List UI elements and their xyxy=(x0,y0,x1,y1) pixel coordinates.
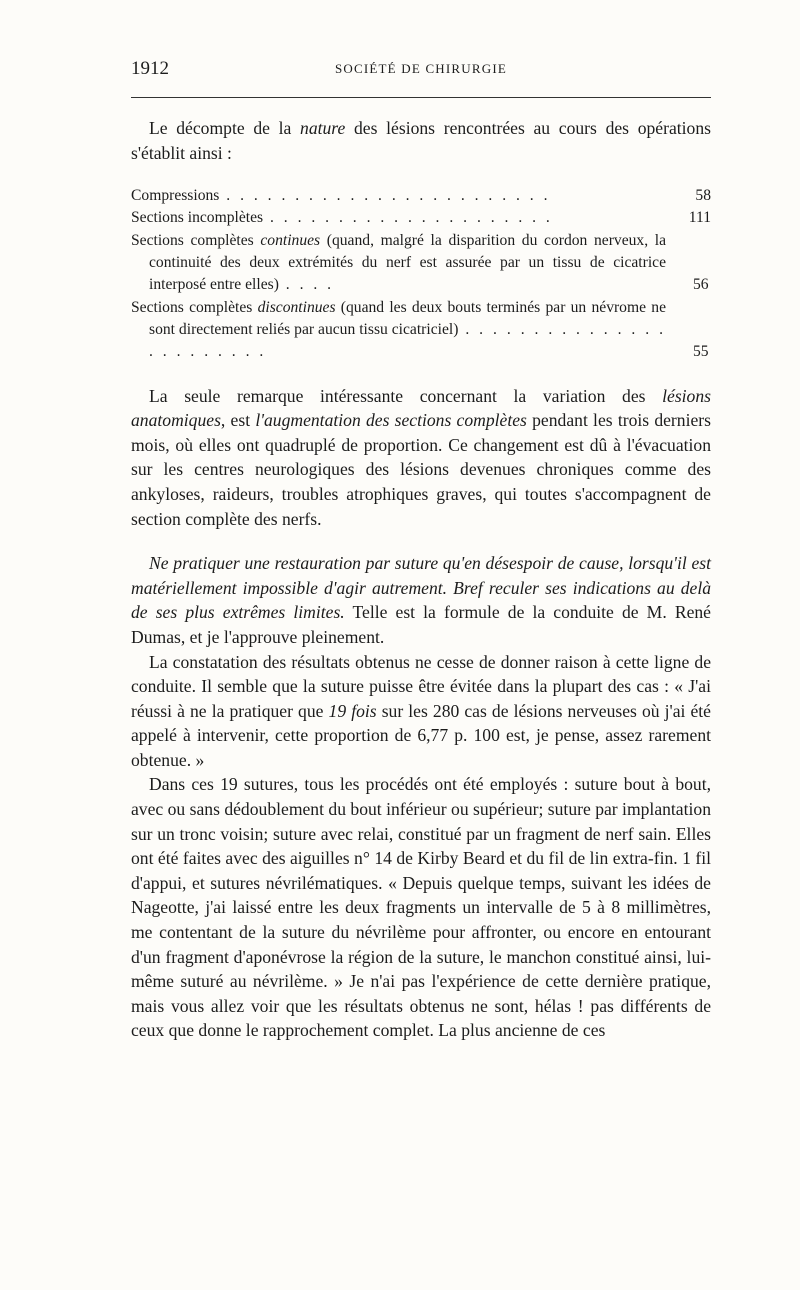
header-rule xyxy=(131,97,711,98)
results-paragraph xyxy=(131,650,711,773)
page-number: 1912 xyxy=(131,58,169,79)
lesion-list xyxy=(131,185,711,363)
lesion-label: Sections complètes xyxy=(131,231,261,249)
spacer xyxy=(131,165,711,185)
results-italic: 19 fois xyxy=(328,700,377,721)
lesion-label: Sections complètes xyxy=(131,298,258,316)
leader-dots: . . . . . . . . . . . . . . . . . . . . . . . . xyxy=(149,320,666,361)
principle-paragraph xyxy=(131,551,711,649)
remark-italic-2: l'augmentation des sections complètes xyxy=(255,410,527,431)
principle-text: Telle est la formule de la conduite de M. René Dumas, et je l'approuve pleinement. xyxy=(131,602,711,647)
lesion-count: 111 xyxy=(688,209,711,227)
spacer xyxy=(131,531,711,551)
remark-text-1: La seule remarque intéressante concernant la variation des xyxy=(149,385,663,406)
results-text-1: La constatation des résultats obtenus ne cesse de donner raison à cette ligne de conduite. Il semble que la suture puisse être évitée dans la plupart des cas : « J'ai réussi à ne la pratiquer que xyxy=(131,651,711,721)
spacer xyxy=(131,364,711,384)
leader-dots: . . . . . . . . . . . . . . . . . . . . . . . . xyxy=(219,187,551,205)
principle-italic: Ne pratiquer une restauration par suture qu'en désespoir de cause, lorsqu'il est matériellement impossible d'agir autrement. Bref reculer ses indications au delà de ses plus extrêmes limites. xyxy=(131,553,711,623)
intro-text-1: Le décompte de la xyxy=(149,118,301,138)
lesion-label: Sections incomplètes xyxy=(131,209,264,227)
lesion-italic: continues xyxy=(260,231,321,249)
lesion-description: (quand, malgré la disparition du cordon nerveux, la continuité des deux extrémités du nerf est assurée par un tissu de cicatrice interposé entre elles) xyxy=(149,231,667,294)
lesion-entry-incompletes xyxy=(131,207,711,229)
intro-text-2: des lésions rencontrées au cours des opérations s'établit ainsi : xyxy=(131,118,711,163)
intro-paragraph xyxy=(131,116,711,165)
sutures-paragraph: Dans ces 19 sutures, tous les procédés ont été employés : suture bout à bout, avec ou sans dédoublement du bout inférieur ou supérieur; suture par implantation sur un tronc voisin; suture avec relai, constitué par un fragment de nerf sain. Elles ont été faites avec des aiguilles n° 14 de Kirby Beard et du fil de lin extra-fin. 1 fil d'appui, et sutures névrilématiques. « Depuis quelque temps, suivant les idées de Nageotte, j'ai laissé entre les deux fragments un intervalle de 5 à 8 millimètres, me contentant de la suture du névrilème pour affronter, ou encore en entourant d'un fragment d'aponévrose la région de la suture, le manchon constitué ainsi, lui-même suturé au névrilème. » Je n'ai pas l'expérience de cette dernière pratique, mais vous allez voir que les résultats obtenus ne sont, hélas ! pas différents de ceux que donne le rapprochement complet. La plus ancienne de ces xyxy=(131,774,711,1041)
running-header xyxy=(131,58,711,84)
body-text xyxy=(131,116,711,1043)
lesion-entry-continues: Sections complètes continues (quand, malgré la disparition du cordon nerveux, la continuité des deux extrémités du nerf est assurée par un tissu de cicatrice interposé entre elles) . . . . 56 xyxy=(131,231,709,294)
lesion-entry-compressions xyxy=(131,185,711,207)
lesion-label: Compressions xyxy=(131,187,220,205)
results-text-2: sur les 280 cas de lésions nerveuses où j'ai été appelé à intervenir, cette proportion de 6,77 p. 100 est, je pense, assez rarement obtenue. » xyxy=(131,700,711,770)
intro-italic: nature xyxy=(300,118,346,138)
lesion-description: (quand les deux bouts terminés par un névrome ne sont directement reliés par aucun tissu cicatriciel) xyxy=(149,298,667,338)
lesion-count: 58 xyxy=(695,187,711,205)
remark-text-2: , est xyxy=(220,410,256,431)
leader-dots: . . . . . . . . . . . . . . . . . . . . . xyxy=(263,209,553,227)
running-title: SOCIÉTÉ DE CHIRURGIE xyxy=(334,61,508,76)
lesion-entry-discontinues: Sections complètes discontinues (quand les deux bouts terminés par un névrome ne sont directement reliés par aucun tissu cicatriciel) . . . . . . . . . . . . . . . . . . . . . . . . 55 xyxy=(131,298,709,361)
remark-italic-1: lésions anatomiques xyxy=(131,385,711,431)
remark-paragraph xyxy=(131,384,711,532)
lesion-italic: discontinues xyxy=(257,298,336,316)
leader-dots: . . . . xyxy=(278,276,335,294)
remark-text-3: pendant les trois derniers mois, où elles ont quadruplé de proportion. Ce changement est dû à l'évacuation sur les centres neurologiques des lésions devenues chroniques comme des ankyloses, raideurs, troubles atrophiques graves, qui toutes s'accompagnent de section complète des nerfs. xyxy=(131,410,711,529)
